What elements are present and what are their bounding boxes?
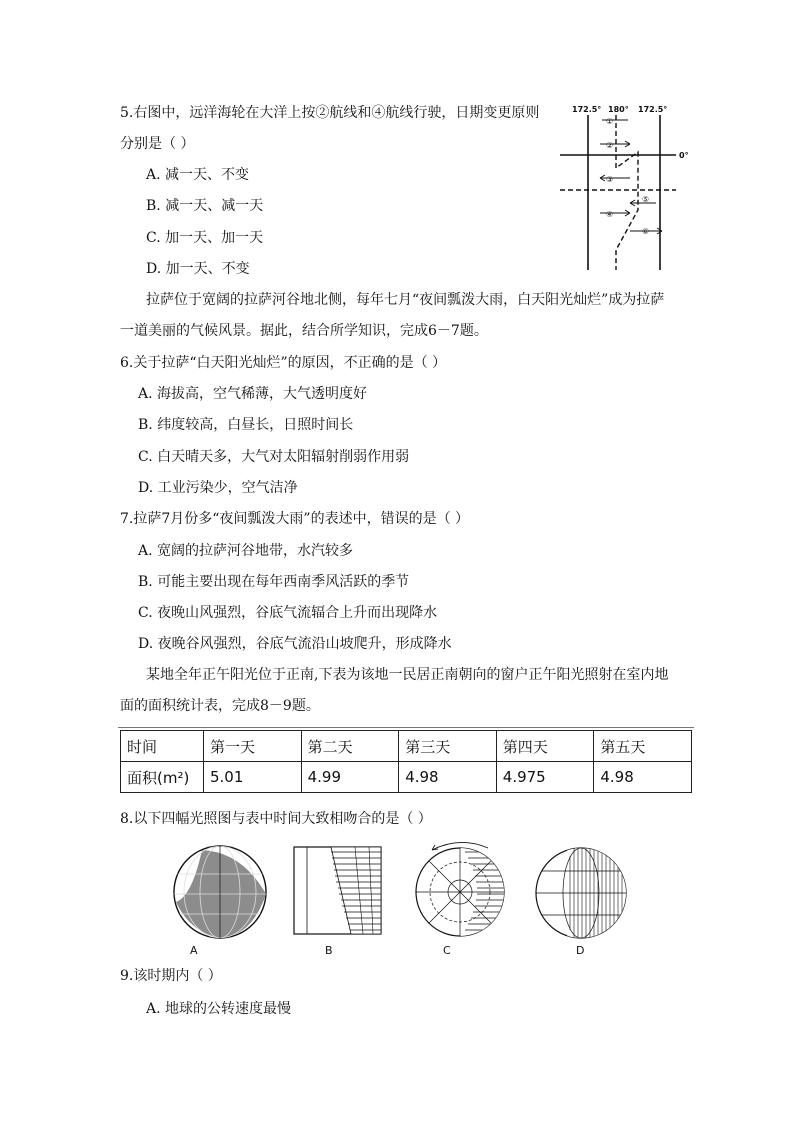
table-header-cell: 第三天 — [399, 731, 497, 762]
route-label-2: ② — [606, 141, 614, 150]
date-line-diagram — [558, 100, 698, 272]
q5-stem-line2: 分别是（ ） — [120, 136, 195, 152]
q7-option-c: C. 夜晚山风强烈，谷底气流辐合上升而出现降水 — [138, 605, 438, 621]
table-top-rule — [118, 727, 694, 728]
q5-option-a: A. 减一天、不变 — [146, 167, 250, 183]
q7-option-a: A. 宽阔的拉萨河谷地带，水汽较多 — [138, 543, 354, 559]
q7-option-b: B. 可能主要出现在每年西南季风活跃的季节 — [138, 574, 410, 590]
q7-option-d: D. 夜晚谷风强烈，谷底气流沿山坡爬升，形成降水 — [138, 636, 452, 652]
figure-label-b: B — [325, 944, 333, 957]
lon-label-right: 172.5° — [638, 105, 668, 114]
table-header-cell: 时间 — [121, 731, 204, 762]
q6-option-a: A. 海拔高，空气稀薄，大气透明度好 — [138, 386, 368, 402]
q5-option-d: D. 加一天、不变 — [146, 261, 250, 277]
q7-stem: 7.拉萨7月份多“夜间瓢泼大雨”的表述中，错误的是（ ） — [120, 511, 470, 527]
route-label-5: ⑤ — [642, 195, 650, 204]
table-header-cell: 第二天 — [301, 731, 399, 762]
table-header-cell: 第一天 — [204, 731, 302, 762]
q5-option-c: C. 加一天、加一天 — [146, 230, 264, 246]
figure-label-a: A — [190, 944, 198, 957]
area-table — [120, 730, 692, 793]
q9-stem: 9.该时期内（ ） — [120, 968, 222, 984]
table-cell: 4.98 — [399, 762, 497, 793]
illumination-figure-d — [534, 846, 628, 940]
q5-option-b: B. 减一天、减一天 — [146, 198, 264, 214]
q9-option-a: A. 地球的公转速度最慢 — [146, 1001, 292, 1017]
table-row — [121, 762, 692, 793]
table-header-cell: 第四天 — [496, 731, 594, 762]
table-cell: 4.98 — [594, 762, 692, 793]
route-label-3: ③ — [606, 175, 614, 184]
equator-label: 0° — [679, 151, 689, 160]
table-cell: 4.99 — [301, 762, 399, 793]
date-line — [616, 115, 638, 270]
q6-option-d: D. 工业污染少，空气洁净 — [138, 480, 298, 496]
lon-label-center: 180° — [608, 105, 629, 114]
table-header-cell: 第五天 — [594, 731, 692, 762]
table-header-row — [121, 731, 692, 762]
figure-label-c: C — [443, 944, 451, 957]
illumination-figure-a — [172, 844, 268, 940]
q5-stem-line1: 5.右图中，远洋海轮在大洋上按②航线和④航线行驶，日期变更原则 — [120, 105, 540, 121]
illumination-figure-b — [293, 846, 383, 936]
intro-6-7-line1: 拉萨位于宽阔的拉萨河谷地北侧，每年七月“夜间瓢泼大雨，白天阳光灿烂”成为拉萨 — [146, 292, 665, 308]
intro-8-9-line2: 面的面积统计表，完成8－9题。 — [120, 698, 320, 714]
figure-label-d: D — [576, 944, 585, 957]
table-cell: 4.975 — [496, 762, 594, 793]
route-label-4: ④ — [606, 210, 614, 219]
q6-option-c: C. 白天晴天多，大气对太阳辐射削弱作用弱 — [138, 449, 410, 465]
q6-stem: 6.关于拉萨“白天阳光灿烂”的原因，不正确的是（ ） — [120, 355, 447, 371]
intro-6-7-line2: 一道美丽的气候风景。据此，结合所学知识，完成6－7题。 — [120, 323, 488, 339]
q6-option-b: B. 纬度较高，白昼长，日照时间长 — [138, 417, 354, 433]
route-label-1: ① — [606, 117, 614, 126]
lon-label-left: 172.5° — [572, 105, 602, 114]
intro-8-9-line1: 某地全年正午阳光位于正南,下表为该地一民居正南朝向的窗户正午阳光照射在室内地 — [146, 667, 669, 683]
table-row-label: 面积(m²) — [121, 762, 204, 793]
table-cell: 5.01 — [204, 762, 302, 793]
route-label-6: ⑥ — [642, 227, 650, 236]
q8-stem: 8.以下四幅光照图与表中时间大致相吻合的是（ ） — [120, 811, 432, 827]
illumination-figure-c — [410, 836, 510, 942]
